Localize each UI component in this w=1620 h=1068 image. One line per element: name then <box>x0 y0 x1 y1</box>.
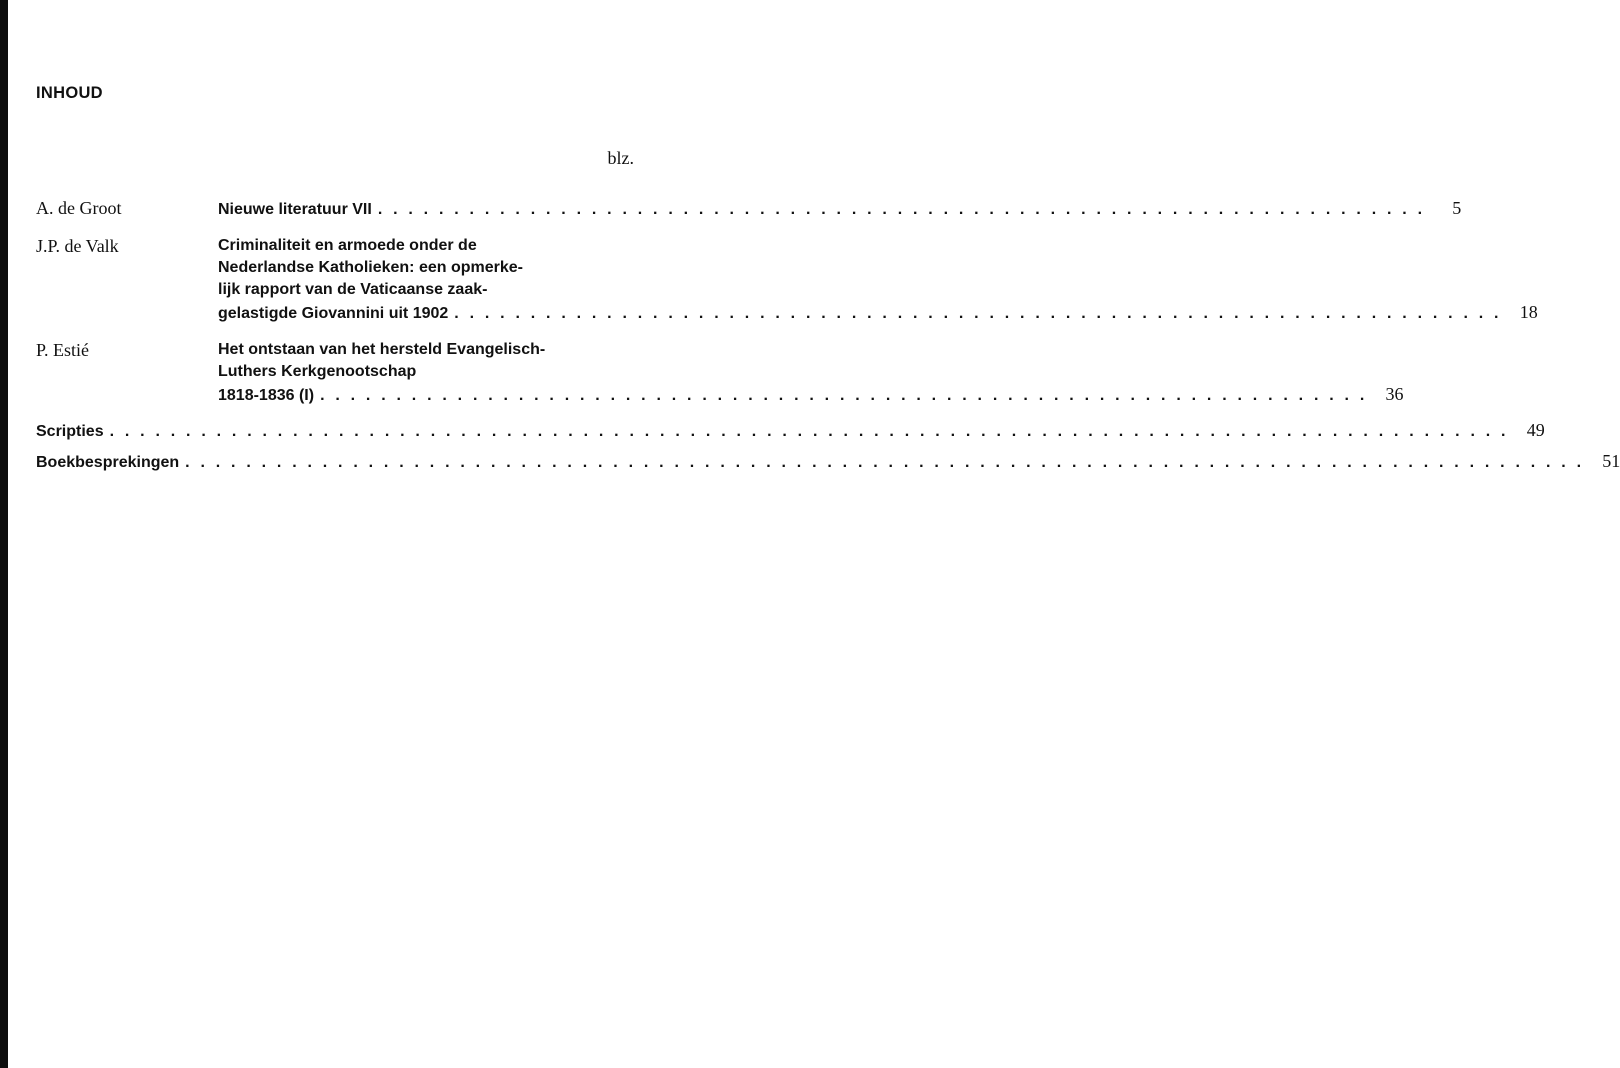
entry-title <box>218 234 1538 325</box>
entry-title <box>218 196 1461 221</box>
entry-author: A. de Groot <box>36 198 122 218</box>
entry-title-text: Nieuwe literatuur VII <box>218 201 372 218</box>
dot-leader: . . . . . . . . . . . . . . . . . . . . . . . . . . . . . . . . . . . . . . . . . . . . . . . . . . . . . . . . . . . . . . . . . . . . . <box>377 201 1426 218</box>
page-binding-edge <box>0 0 8 1068</box>
toc-section-scripties <box>36 420 1545 443</box>
entry-title-text: gelastigde Giovannini uit 1902 <box>218 305 449 322</box>
entry-title-last-line <box>218 197 1461 221</box>
page-column-label: blz. <box>607 148 634 168</box>
entry-author: P. Estié <box>36 340 90 360</box>
dot-leader: . . . . . . . . . . . . . . . . . . . . . . . . . . . . . . . . . . . . . . . . . . . . . . . . . . . . . . . . . . . . . . . . . . . . . . . . . . . . . . . . . . . . . . . . . . . . <box>185 454 1585 471</box>
entry-title-last-line <box>218 383 1403 407</box>
entry-page-number: 18 <box>1519 302 1538 322</box>
section-title: Boekbesprekingen <box>36 454 180 471</box>
toc-entry <box>36 338 1404 407</box>
entry-title-line: Nederlandse Katholieken: een opmerke- <box>218 259 523 276</box>
section-page-number: 49 <box>1526 420 1545 440</box>
section-title: Scripties <box>36 423 104 440</box>
toc-section-boekbesprekingen <box>36 451 1620 474</box>
entry-title-text: 1818-1836 (I) <box>218 387 315 404</box>
entry-title <box>218 338 1403 407</box>
dot-leader: . . . . . . . . . . . . . . . . . . . . . . . . . . . . . . . . . . . . . . . . . . . . . . . . . . . . . . . . . . . . . . . . . . . . . <box>454 305 1502 322</box>
entry-title-last-line <box>218 301 1538 325</box>
entry-page-number: 5 <box>1452 198 1462 218</box>
entry-author: J.P. de Valk <box>36 236 119 256</box>
page-title: INHOUD <box>36 84 103 102</box>
entry-title-line: Criminaliteit en armoede onder de <box>218 237 477 254</box>
entry-page-number: 36 <box>1385 384 1404 404</box>
toc-entry <box>36 196 1462 221</box>
table-of-contents <box>36 196 1620 482</box>
dot-leader: . . . . . . . . . . . . . . . . . . . . . . . . . . . . . . . . . . . . . . . . . . . . . . . . . . . . . . . . . . . . . . . . . . . . . . . . . . . . . . . . . . . . . . . . . . . . <box>109 423 1509 440</box>
entry-title-line: lijk rapport van de Vaticaanse zaak- <box>218 281 488 298</box>
toc-entry <box>36 234 1538 325</box>
entry-title-line: Luthers Kerkgenootschap <box>218 363 417 380</box>
dot-leader: . . . . . . . . . . . . . . . . . . . . . . . . . . . . . . . . . . . . . . . . . . . . . . . . . . . . . . . . . . . . . . . . . . . . . <box>320 387 1368 404</box>
section-page-number: 51 <box>1602 451 1620 471</box>
entry-title-line: Het ontstaan van het hersteld Evangelisch- <box>218 341 546 358</box>
